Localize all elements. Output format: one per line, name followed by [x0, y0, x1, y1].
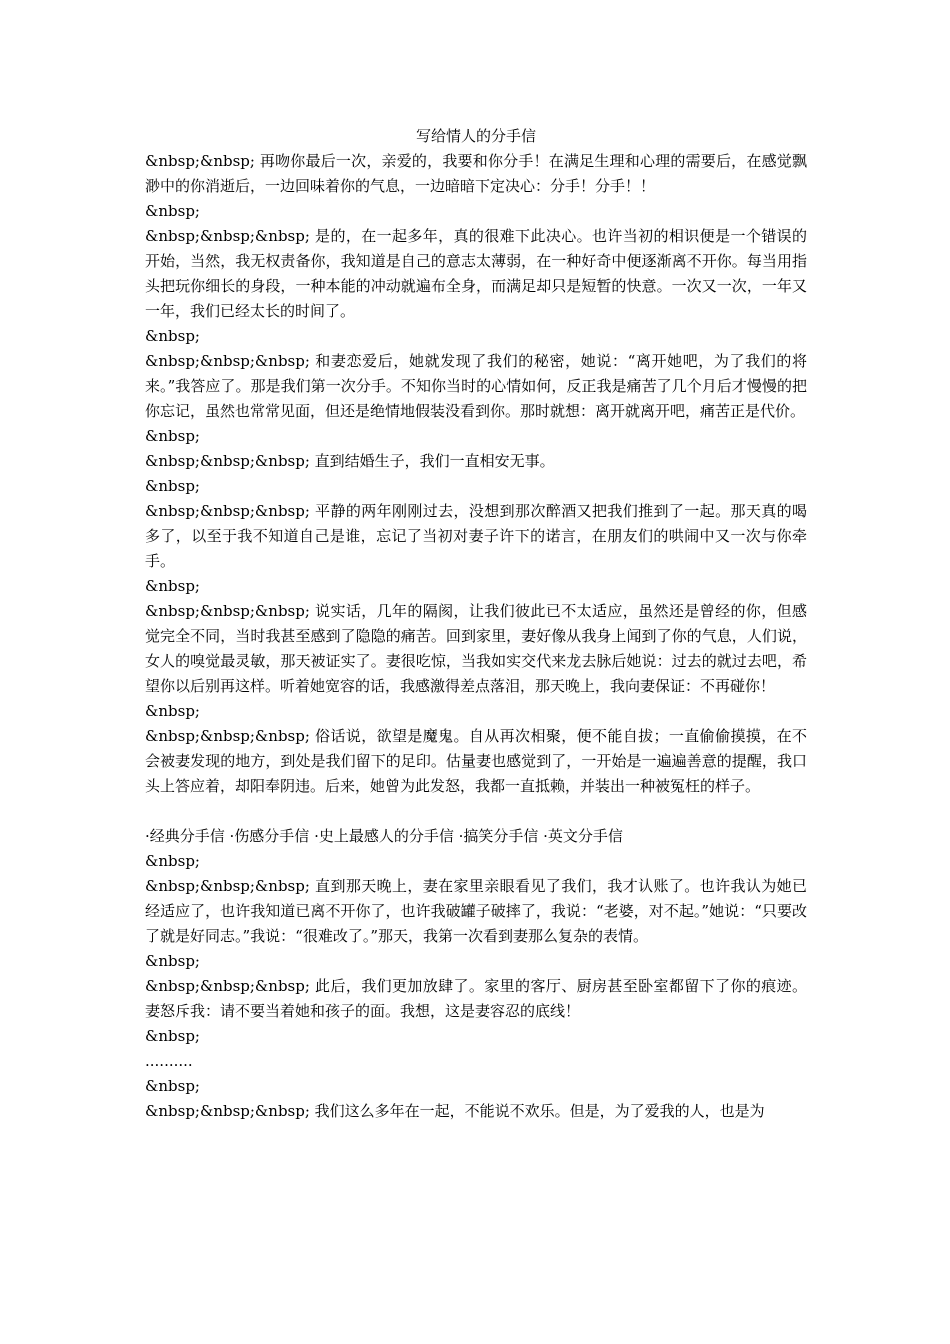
- paragraph: &nbsp;&nbsp;&nbsp; 是的，在一起多年，真的很难下此决心。也许当初的相识便是一个错误的开始，当然，我无权责备你，我知道是自己的意志太薄弱，在一种好奇中便逐渐离不开你。每当用指头把玩你细长的身段，一种本能的冲动就遍布全身，而满足却只是短暂的快意。一次又一次，一年又一年，我们已经太长的时间了。: [145, 227, 807, 320]
- paragraph: &nbsp;: [145, 852, 200, 870]
- paragraph: &nbsp;&nbsp;&nbsp; 直到那天晚上，妻在家里亲眼看见了我们，我才认账了。也许我认为她已经适应了，也许我知道已离不开你了，也许我破罐子破摔了，我说：“老婆，对不起。”她说：“只要改了就是好同志。”我说：“很难改了。”那天，我第一次看到妻那么复杂的表情。: [145, 877, 807, 945]
- paragraph: &nbsp;: [145, 1077, 200, 1095]
- paragraph: &nbsp;&nbsp; 再吻你最后一次，亲爱的，我要和你分手！在满足生理和心理的需要后，在感觉飘渺中的你消逝后，一边回味着你的气息，一边暗暗下定决心：分手！分手！！: [145, 152, 807, 195]
- paragraph: ..........: [145, 1052, 193, 1070]
- paragraph: &nbsp;: [145, 952, 200, 970]
- paragraph: &nbsp;&nbsp;&nbsp; 俗话说，欲望是魔鬼。自从再次相聚，便不能自拔；一直偷偷摸摸，在不会被妻发现的地方，到处是我们留下的足印。估量妻也感觉到了，一开始是一遍遍善意的提醒，我口头上答应着，却阳奉阴违。后来，她曾为此发怒，我都一直抵赖，并装出一种被冤枉的样子。: [145, 727, 807, 795]
- paragraph: &nbsp;: [145, 577, 200, 595]
- paragraph: &nbsp;&nbsp;&nbsp; 说实话，几年的隔阂，让我们彼此已不太适应，虽然还是曾经的你，但感觉完全不同，当时我甚至感到了隐隐的痛苦。回到家里，妻好像从我身上闻到了你的气息，人们说，女人的嗅觉最灵敏，那天被证实了。妻很吃惊，当我如实交代来龙去脉后她说：过去的就过去吧，希望你以后别再这样。听着她宽容的话，我感激得差点落泪，那天晚上，我向妻保证：不再碰你！: [145, 602, 807, 695]
- document-page: [145, 124, 807, 1124]
- paragraph: &nbsp;&nbsp;&nbsp; 我们这么多年在一起，不能说不欢乐。但是，为了爱我的人，也是为: [145, 1102, 765, 1120]
- blank-line: [145, 799, 807, 824]
- paragraph: &nbsp;: [145, 1027, 200, 1045]
- paragraph: &nbsp;&nbsp;&nbsp; 此后，我们更加放肆了。家里的客厅、厨房甚至卧室都留下了你的痕迹。妻怒斥我：请不要当着她和孩子的面。我想，这是妻容忍的底线！: [145, 977, 807, 1020]
- document-title: 写给情人的分手信: [415, 127, 536, 145]
- paragraph: &nbsp;&nbsp;&nbsp; 平静的两年刚刚过去，没想到那次醉酒又把我们推到了一起。那天真的喝多了，以至于我不知道自己是谁，忘记了当初对妻子许下的诺言，在朋友们的哄闹中又一次与你牵手。: [145, 502, 807, 570]
- paragraph: &nbsp;: [145, 702, 200, 720]
- paragraph: &nbsp;: [145, 202, 200, 220]
- paragraph: ·经典分手信 ·伤感分手信 ·史上最感人的分手信 ·搞笑分手信 ·英文分手信: [145, 827, 623, 845]
- paragraph: &nbsp;: [145, 477, 200, 495]
- paragraph: &nbsp;&nbsp;&nbsp; 和妻恋爱后，她就发现了我们的秘密，她说：“离开她吧，为了我们的将来。”我答应了。那是我们第一次分手。不知你当时的心情如何，反正我是痛苦了几个月后才慢慢的把你忘记，虽然也常常见面，但还是绝情地假装没看到你。那时就想：离开就离开吧，痛苦正是代价。: [145, 352, 807, 420]
- paragraph: &nbsp;&nbsp;&nbsp; 直到结婚生子，我们一直相安无事。: [145, 452, 555, 470]
- document-body: [145, 149, 807, 1124]
- paragraph: &nbsp;: [145, 327, 200, 345]
- paragraph: &nbsp;: [145, 427, 200, 445]
